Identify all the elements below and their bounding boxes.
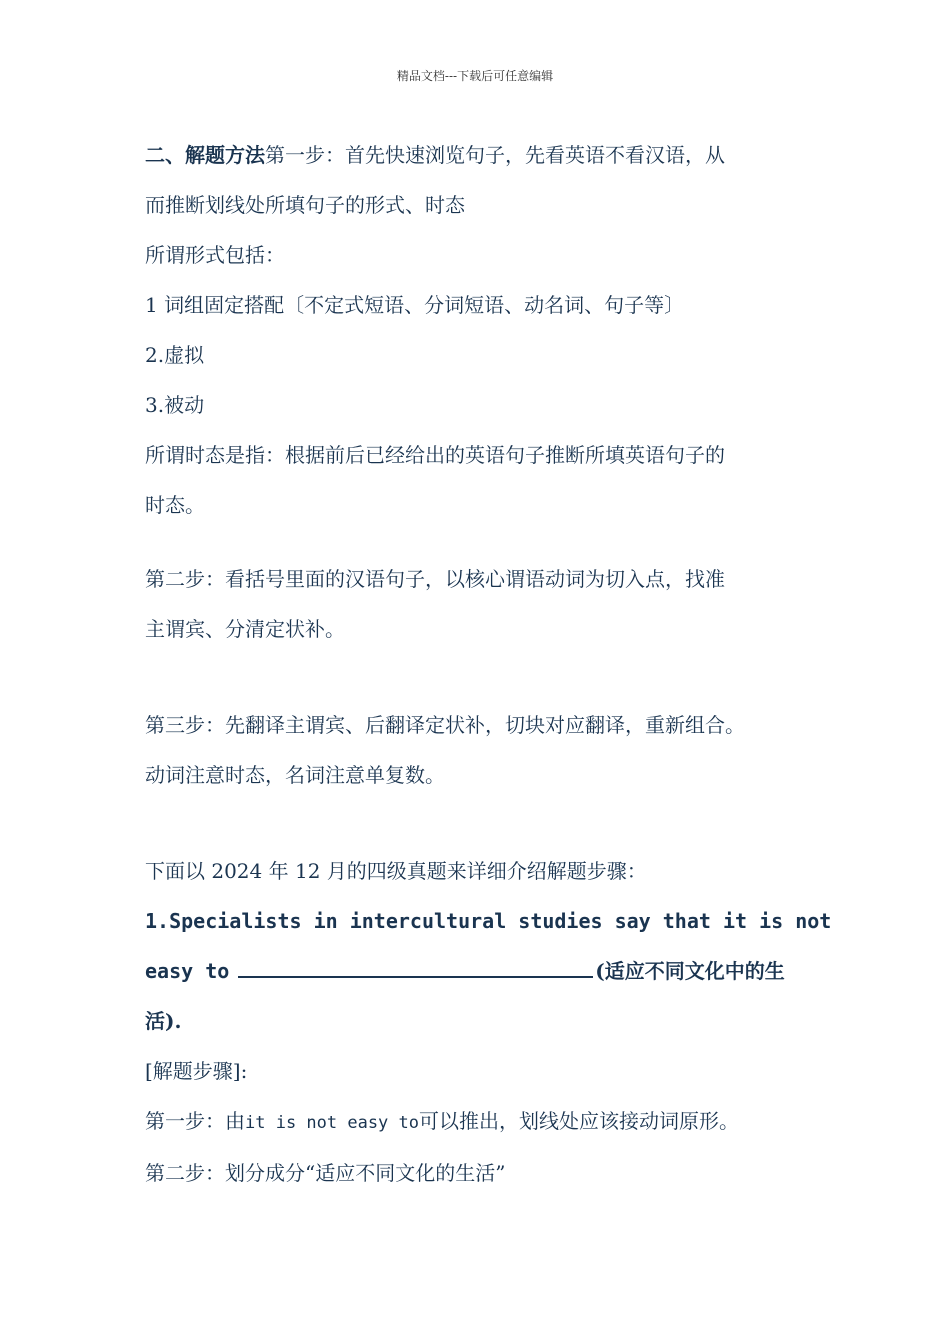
forms-intro: 所谓形式包括： — [145, 243, 285, 267]
answer-step1-prefix: 第一步：由 — [145, 1109, 245, 1133]
question-hint: (适应不同文化中的生 — [595, 959, 785, 983]
tense-line-a: 所谓时态是指：根据前后已经给出的英语句子推断所填英语句子的 — [145, 443, 725, 467]
section-heading: 二、解题方法 — [145, 143, 265, 167]
answer-step1 — [145, 1096, 825, 1148]
answer-blank — [238, 958, 593, 978]
spacer — [145, 530, 825, 554]
question-line-2-prefix: easy to — [145, 959, 230, 983]
page-header: 精品文档---下载后可任意编辑 — [396, 69, 554, 83]
step1-text-a: 第一步：首先快速浏览句子，先看英语不看汉语，从 — [265, 143, 725, 167]
step1-text-b: 而推断划线处所填句子的形式、时态 — [145, 193, 465, 217]
question-line-2 — [145, 946, 825, 996]
answer-step1-code: it is not easy to — [245, 1113, 419, 1133]
step2-line-a: 第二步：看括号里面的汉语句子，以核心谓语动词为切入点，找准 — [145, 567, 725, 591]
steps-label: [解题步骤]: — [145, 1059, 248, 1083]
question-line-1: 1.Specialists in intercultural studies say that it is not — [145, 909, 832, 933]
spacer — [145, 654, 825, 700]
form-item-1: 1 词组固定搭配〔不定式短语、分词短语、动名词、句子等〕 — [145, 293, 685, 317]
step2-line-b: 主谓宾、分清定状补。 — [145, 617, 345, 641]
step3-line-a: 第三步：先翻译主谓宾、后翻译定状补，切块对应翻译，重新组合。 — [145, 713, 745, 737]
example-intro: 下面以 2024 年 12 月的四级真题来详细介绍解题步骤： — [145, 859, 647, 883]
answer-step1-suffix: 可以推出，划线处应该接动词原形。 — [419, 1109, 739, 1133]
step3-line-b: 动词注意时态，名词注意单复数。 — [145, 763, 445, 787]
section-step1-line1 — [145, 130, 825, 180]
spacer — [145, 800, 825, 846]
form-item-2: 2.虚拟 — [145, 343, 205, 367]
form-item-3: 3.被动 — [145, 393, 205, 417]
question-line-3: 活). — [145, 1009, 182, 1033]
answer-step2: 第二步：划分成分“适应不同文化的生活” — [145, 1161, 506, 1185]
tense-line-b: 时态。 — [145, 493, 205, 517]
document-body — [145, 130, 832, 1198]
